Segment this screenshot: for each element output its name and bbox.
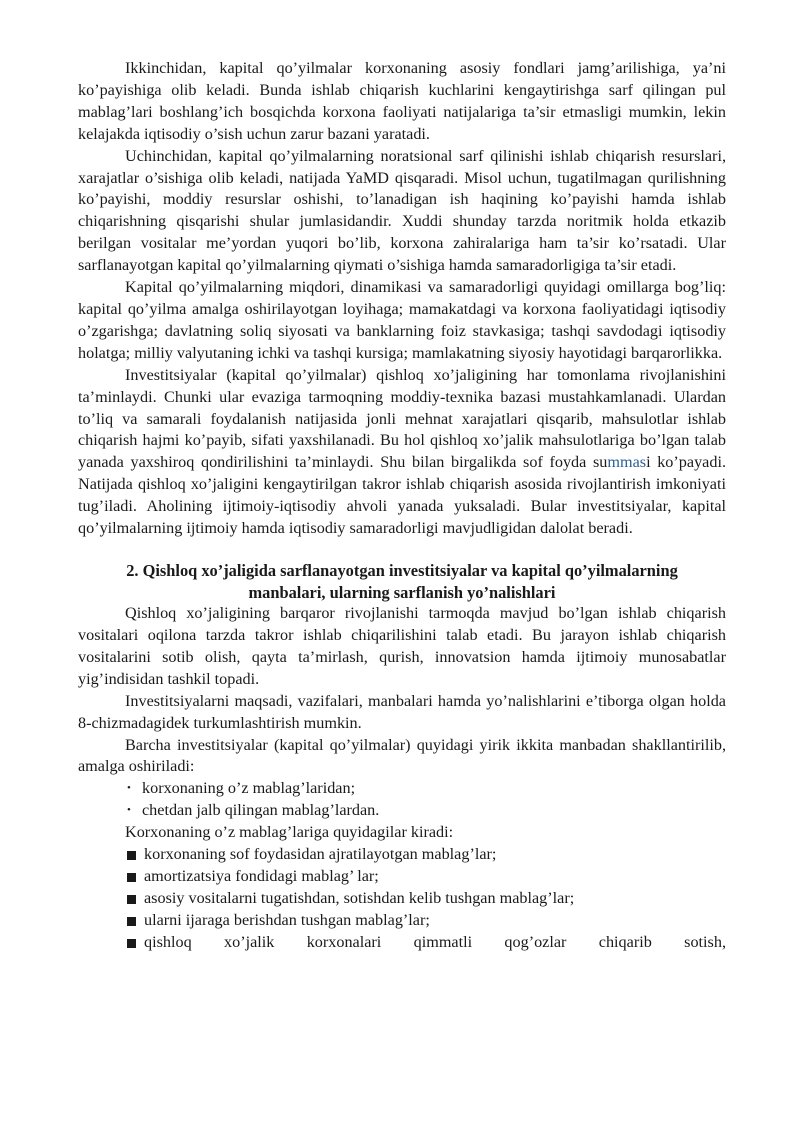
section-heading xyxy=(78,560,726,603)
square-bullet-list xyxy=(78,844,726,954)
square-bullet-icon xyxy=(127,917,136,926)
paragraph: Barcha investitsiyalar (kapital qo’yilmalar) quyidagi yirik ikkita manbadan shakllantirilib, amalga oshiriladi: xyxy=(78,735,726,776)
bullet-list xyxy=(78,778,726,822)
square-bullet-icon xyxy=(127,873,136,882)
list-item: qishloq xo’jalik korxonalari qimmatli qog’ozlar chiqarib sotish, xyxy=(78,932,726,954)
list-item: • korxonaning o’z mablag’laridan; xyxy=(78,778,726,800)
paragraph: Investitsiyalarni maqsadi, vazifalari, manbalari hamda yo’nalishlarini e’tiborga olgan holda 8-chizmadagidek turkumlashtirish mumkin. xyxy=(78,691,726,732)
list-item: asosiy vositalarni tugatishdan, sotishdan kelib tushgan mablag’lar; xyxy=(78,888,726,910)
document-page xyxy=(78,58,726,954)
square-bullet-icon xyxy=(127,851,136,860)
paragraph-text: i ko’payadi. Natijada qishloq xo’jaligini kengaytirilgan takror ishlab chiqarish asosida rivojlantirish imkoniyati tug’iladi. Aholining ijtimoiy-iqtisodiy ahvoli yanada yuksaladi. Bular investitsiyalar, kapital qo’yilmalarning ijtimoiy hamda iqtisodiy samaradorligi mavjudligidan dalolat beradi. xyxy=(78,453,726,538)
square-bullet-icon xyxy=(127,939,136,948)
paragraph: Ikkinchidan, kapital qo’yilmalar korxonaning asosiy fondlari jamg’arilishiga, ya’ni ko’payishiga olib keladi. Bunda ishlab chiqarish kuchlarini kengaytirishga sarf qilingan pul mablag’lari boshlang’ich bosqichda korxona faoliyati natijalariga ta’sir etmasligi mumkin, lekin kelajakda iqtisodiy o’sish uchun zarur bazani yaratadi. xyxy=(78,59,726,143)
paragraph: Korxonaning o’z mablag’lariga quyidagilar kiradi: xyxy=(125,823,454,842)
list-item: • chetdan jalb qilingan mablag’lardan. xyxy=(78,800,726,822)
list-item: amortizatsiya fondidagi mablag’ lar; xyxy=(78,866,726,888)
highlighted-word: mmas xyxy=(607,453,647,472)
heading-line: manbalari, ularning sarflanish yo’nalishlari xyxy=(248,582,556,602)
paragraph xyxy=(78,365,726,540)
bullet-icon: • xyxy=(127,782,131,795)
list-item: korxonaning sof foydasidan ajratilayotgan mablag’lar; xyxy=(78,844,726,866)
square-bullet-icon xyxy=(127,895,136,904)
paragraph-text: Investitsiyalar (kapital qo’yilmalar) qishloq xo’jaligining har tomonlama rivojlanishini ta’minlaydi. Chunki ular evaziga tarmoqning moddiy-texnika bazasi mustahkamlanadi. Ulardan to’liq va samarali foydalanish natijasida jonli mehnat xarajatlari qisqarib, mahsulotlar ishlab chiqarish hajmi ko’payib, sifati yaxshilanadi. Bu hol qishloq xo’jalik mahsulotlariga bo’lgan talab yanada yaxshiroq qondirilishini ta’minlaydi. Shu bilan birgalikda sof foyda su xyxy=(78,365,726,472)
paragraph: Uchinchidan, kapital qo’yilmalarning noratsional sarf qilinishi ishlab chiqarish resurslari, xarajatlar o’sishiga olib keladi, natijada YaMD qisqaradi. Misol uchun, tugatilmagan qurilishning ko’payishi, moddiy resurslar oshishi, to’lanadigan ish haqining ko’payishi hamda ishlab chiqarishning qisqarishi shular jumlasidandir. Xuddi shunday tarzda noritmik holda etkazib berilgan vositalar me’yordan yuqori bo’lib, korxona zahiralariga ham ta’sir ko’rsatadi. Ular sarflanayotgan kapital qo’yilmalarning qiymati o’sishiga hamda samaradorligiga ta’sir etadi. xyxy=(78,146,726,275)
paragraph: Kapital qo’yilmalarning miqdori, dinamikasi va samaradorligi quyidagi omillarga bog’liq: kapital qo’yilma amalga oshirilayotgan loyihaga; mamakatdagi va korxona faoliyatidagi iqtisodiy o’zgarishga; davlatning soliq siyosati va banklarning foiz stavkasiga; tashqi savdodagi iqtisodiy holatga; milliy valyutaning ichki va tashqi kursiga; mamlakatning siyosiy hayotidagi barqarorlikka. xyxy=(78,278,726,362)
list-item: ularni ijaraga berishdan tushgan mablag’lar; xyxy=(78,910,726,932)
bullet-icon: • xyxy=(127,804,131,817)
paragraph: Qishloq xo’jaligining barqaror rivojlanishi tarmoqda mavjud bo’lgan ishlab chiqarish vositalari oqilona tarzda takror ishlab chiqarilishini talab etadi. Bu jarayon ishlab chiqarish vositalarini sotib olish, qayta ta’mirlash, qurish, innovatsion hamda ijtimoiy munosabatlar yig’indisidan tashkil topadi. xyxy=(78,604,726,688)
heading-line: 2. Qishloq xo’jaligida sarflanayotgan investitsiyalar va kapital qo’yilmalarning xyxy=(126,560,678,580)
